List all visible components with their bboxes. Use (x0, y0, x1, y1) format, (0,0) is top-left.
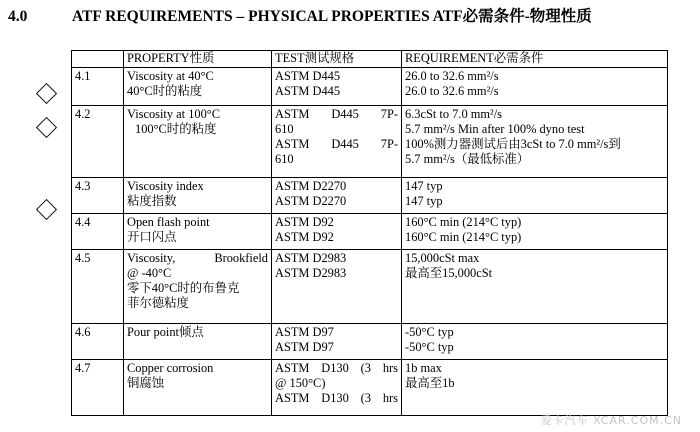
property-cell: Viscosity at 100°C 100°C时的粘度 (124, 106, 272, 178)
atf-requirements-table (71, 50, 668, 416)
diamond-icon (36, 199, 57, 220)
header-cell-test: TEST测试规格 (272, 51, 402, 68)
requirement-cell: 1b max 最高至1b (402, 360, 668, 416)
property-cell: Pour point倾点 (124, 324, 272, 360)
row-number: 4.4 (72, 214, 124, 250)
table-row (72, 360, 668, 416)
requirement-cell: -50°C typ -50°C typ (402, 324, 668, 360)
row-number: 4.1 (72, 68, 124, 106)
requirement-cell: 26.0 to 32.6 mm²/s 26.0 to 32.6 mm²/s (402, 68, 668, 106)
requirement-cell: 15,000cSt max 最高至15,000cSt (402, 250, 668, 324)
row-number: 4.2 (72, 106, 124, 178)
test-cell: ASTM D445 ASTM D445 (272, 68, 402, 106)
watermark: 爱卡汽车 XCAR.COM.CN (540, 414, 682, 427)
table-row (72, 106, 668, 178)
property-cell: Viscosity, Brookfield @ -40°C 零下40°C时的布鲁克 菲尔德粘度 (124, 250, 272, 324)
section-heading (8, 4, 592, 26)
header-cell-requirement: REQUIREMENT必需条件 (402, 51, 668, 68)
test-cell: ASTM D445 7P- 610 ASTM D445 7P- 610 (272, 106, 402, 178)
requirement-cell: 147 typ 147 typ (402, 178, 668, 214)
table-row (72, 214, 668, 250)
table-row (72, 68, 668, 106)
property-cell: Open flash point 开口闪点 (124, 214, 272, 250)
table-row (72, 324, 668, 360)
table-header-row (72, 51, 668, 68)
test-cell: ASTM D2270 ASTM D2270 (272, 178, 402, 214)
test-cell: ASTM D92 ASTM D92 (272, 214, 402, 250)
requirement-cell: 6.3cSt to 7.0 mm²/s 5.7 mm²/s Min after 100% dyno test 100%测力器测试后由3cSt to 7.0 mm²/s到 5.7 mm²/s（最低标准） (402, 106, 668, 178)
diamond-icon (36, 83, 57, 104)
row-number: 4.6 (72, 324, 124, 360)
diamond-icon (36, 117, 57, 138)
row-number: 4.3 (72, 178, 124, 214)
header-cell-property: PROPERTY性质 (124, 51, 272, 68)
property-cell: Viscosity at 40°C 40°C时的粘度 (124, 68, 272, 106)
property-cell: Copper corrosion 铜腐蚀 (124, 360, 272, 416)
property-cell: Viscosity index 粘度指数 (124, 178, 272, 214)
requirement-cell: 160°C min (214°C typ) 160°C min (214°C typ) (402, 214, 668, 250)
row-number: 4.7 (72, 360, 124, 416)
section-number: 4.0 (8, 8, 28, 25)
test-cell: ASTM D2983 ASTM D2983 (272, 250, 402, 324)
test-cell: ASTM D97 ASTM D97 (272, 324, 402, 360)
section-title: ATF REQUIREMENTS – PHYSICAL PROPERTIES ATF必需条件-物理性质 (72, 8, 592, 25)
table-row (72, 178, 668, 214)
test-cell: ASTM D130 (3 hrs @ 150°C) ASTM D130 (3 hrs (272, 360, 402, 416)
header-cell-number (72, 51, 124, 68)
table-row (72, 250, 668, 324)
row-number: 4.5 (72, 250, 124, 324)
